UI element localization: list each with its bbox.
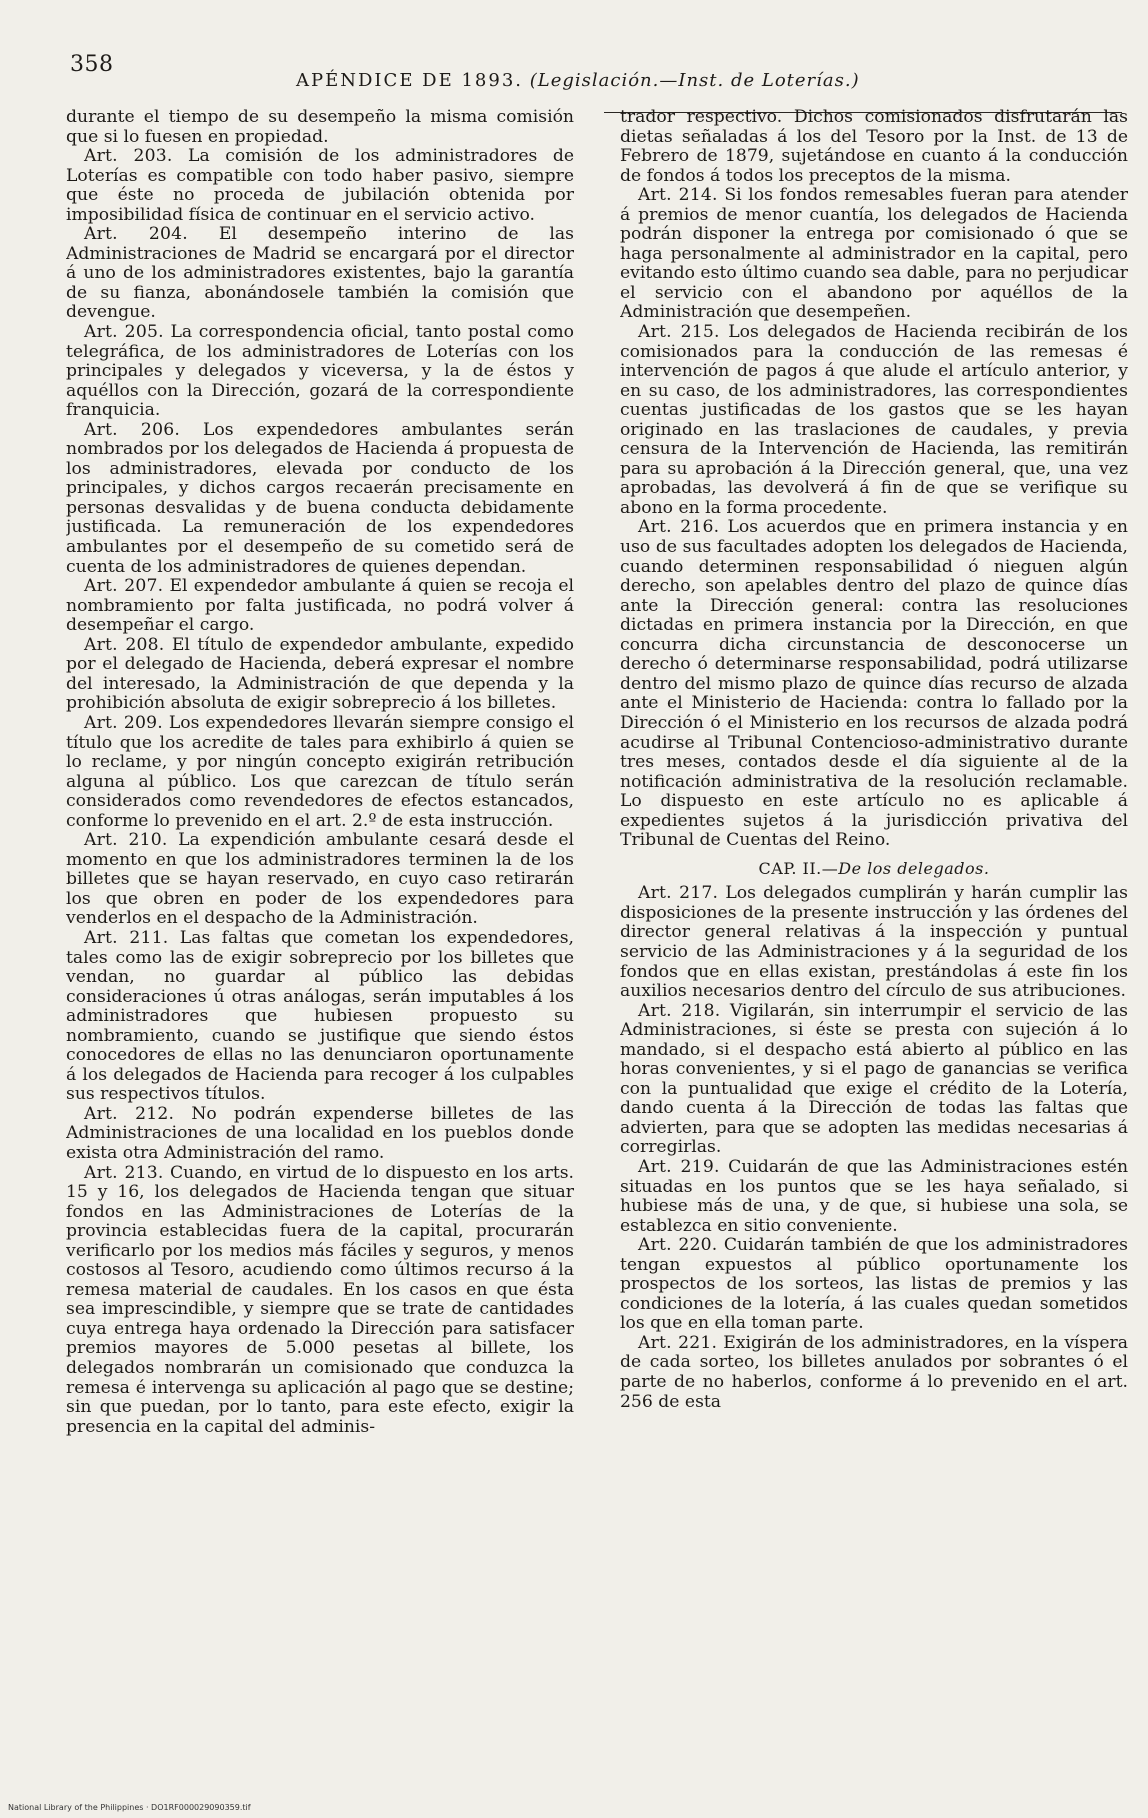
article-paragraph [66, 1105, 574, 1164]
right-column-bottom [620, 884, 1128, 1412]
article-text: Vigilarán, sin interrumpir el servicio de las Administraciones, si éste se presta con sujeción á lo mandado, si el despacho está abierto al público en las horas convenientes, y si el pago de ganancias se verifica con la puntualidad que exige el crédito de la Lotería, dando cuenta á la Dirección de todas las faltas que advierten, para que se adopten las medidas necesarias á corregirlas. [620, 1000, 1128, 1158]
page-number: 358 [70, 52, 114, 77]
article-text: Los delegados de Hacienda recibirán de los comisionados para la conducción de las remesas é intervención de pagos á que alude el artículo anterior, y en su caso, de los administradores, las correspondientes cuentas justificadas de los gastos que se les hayan originado en las traslaciones de caudales, y previa censura de la Intervención de Hacienda, las remitirán para su aprobación á la Dirección general, que, una vez aprobadas, las devolverá á fin de que se verifique su abono en la forma procedente. [620, 322, 1128, 518]
article-text: El título de expendedor ambulante, expedido por el delegado de Hacienda, deberá expresar el nombre del interesado, la Administración de que dependa y la prohibición absoluta de exigir sobreprecio á los billetes. [66, 634, 574, 714]
article-paragraph [620, 518, 1128, 850]
article-number: Art. 205. [84, 322, 164, 343]
article-paragraph [66, 1164, 574, 1438]
running-head-section: (Legislación.—Inst. de Loterías.) [529, 70, 860, 91]
running-head [296, 70, 860, 91]
article-number: Art. 208. [84, 634, 165, 655]
article-number: Art. 212. [84, 1103, 175, 1124]
left-column [66, 108, 574, 1758]
article-number: Art. 215. [638, 322, 720, 343]
article-paragraph [620, 1158, 1128, 1236]
article-number: Art. 217. [638, 883, 719, 904]
article-text: No podrán expenderse billetes de las Administraciones de una localidad en los pueblos donde exista otra Administración del ramo. [66, 1103, 574, 1163]
article-number: Art. 204. [84, 224, 188, 245]
article-number: Art. 213. [84, 1162, 164, 1183]
article-paragraph [66, 577, 574, 636]
article-paragraph [620, 1002, 1128, 1158]
article-text: Los acuerdos que en primera instancia y en uso de sus facultades adopten los delegados de Hacienda, cuando determinen responsabilidad ó nieguen algún derecho, son apelables dentro del plazo de quince días ante la Dirección general: contra las resoluciones dictadas en primera instancia por la Dirección, en que concurra dicha circunstancia de desconocerse un derecho ó determinarse responsabilidad, podrá utilizarse dentro del mismo plazo de quince días recurso de alzada ante el Ministerio de Hacienda: contra lo fallado por la Dirección ó el Ministerio en los recursos de alzada podrá acudirse al Tribunal Contencioso-administrativo durante tres meses, contados desde el día siguiente al de la notificación administrativa de la resolución reclamable. Lo dispuesto en este artículo no es aplicable á expedientes sujetos á la jurisdicción privativa del Tribunal de Cuentas del Reino. [620, 517, 1128, 851]
article-paragraph [66, 225, 574, 323]
article-paragraph [620, 884, 1128, 1001]
chapter-heading [620, 859, 1128, 879]
article-text: El desempeño interino de las Administraciones de Madrid se encargará por el director á uno de los administradores existentes, bajo la garantía de su fianza, abonándosele también la comisión que devengue. [66, 224, 574, 323]
article-text: Cuidarán de que las Administraciones estén situadas en los puntos que se les haya señalado, si hubiese más de una, y de que, si hubiese una sola, se establezca en sitio conveniente. [620, 1156, 1128, 1236]
right-column [620, 108, 1128, 1758]
chapter-label: CAP. II.— [758, 858, 839, 878]
right-column-top [620, 108, 1128, 851]
article-paragraph [66, 636, 574, 714]
article-text: Exigirán de los administradores, en la víspera de cada sorteo, los billetes anulados por sobrantes ó el parte de no haberlos, conforme á lo prevenido en el art. 256 de esta [620, 1332, 1128, 1412]
article-text: Los expendedores ambulantes serán nombrados por los delegados de Hacienda á propuesta de los administradores, elevada por conducto de los principales, y dichos cargos recaerán precisamente en personas desvalidas y de buena conducta debidamente justificada. La remuneración de los expendedores ambulantes por el desempeño de su cometido será de cuenta de los administradores de quienes dependan. [66, 419, 574, 577]
article-paragraph [620, 1236, 1128, 1334]
article-paragraph [620, 186, 1128, 323]
article-paragraph [66, 929, 574, 1105]
article-text: Los delegados cumplirán y harán cumplir las disposiciones de la presente instrucción y las órdenes del director general relativas á la inspección y puntual servicio de las Administraciones y á la seguridad de los fondos que en ellas existan, prestándolas á este fin los auxilios necesarios dentro del círculo de sus atribuciones. [620, 883, 1128, 1002]
article-text: La comisión de los administradores de Loterías es compatible con todo haber pasivo, siempre que éste no proceda de jubilación obtenida por imposibilidad física de continuar en el servicio activo. [66, 146, 574, 225]
article-paragraph [620, 323, 1128, 518]
chapter-title: De los delegados. [838, 858, 990, 878]
article-text: trador respectivo. Dichos comisionados disfrutarán las dietas señaladas á los del Tesoro por la Inst. de 13 de Febrero de 1879, sujetándose en cuanto á la conducción de fondos á todos los preceptos de la misma. [620, 108, 1128, 186]
article-paragraph [66, 147, 574, 225]
article-number: Art. 203. [84, 146, 173, 167]
article-paragraph [66, 714, 574, 831]
article-number: Art. 220. [638, 1235, 718, 1256]
article-number: Art. 207. [84, 576, 164, 597]
running-head-prefix: APÉNDICE DE 1893. [296, 70, 523, 91]
article-number: Art. 211. [84, 927, 169, 948]
article-number: Art. 209. [84, 712, 163, 733]
scan-credit: National Library of the Philippines · DO1RF000029090359.tif [8, 1803, 251, 1812]
article-paragraph [66, 831, 574, 929]
article-number: Art. 210. [84, 830, 168, 851]
article-text: El expendedor ambulante á quien se recoja el nombramiento por falta justificada, no podrá volver á desempeñar el cargo. [66, 576, 574, 636]
article-number: Art. 219. [638, 1156, 720, 1177]
article-number: Art. 218. [638, 1000, 721, 1021]
article-text: Cuando, en virtud de lo dispuesto en los arts. 15 y 16, los delegados de Hacienda tengan que situar fondos en las Administraciones de Loterías de la provincia establecidas fuera de la capital, procurarán verificarlo por los medios más fáciles y seguros, y menos costosos al Tesoro, acudiendo como últimos recurso á la remesa material de caudales. En los casos en que ésta sea imprescindible, y siempre que se trate de cantidades cuya entrega haya ordenado la Dirección para satisfacer premios mayores de 5.000 pesetas al billete, los delegados nombrarán un comisionado que conduzca la remesa é intervenga su aplicación al pago que se destine; sin que puedan, por lo tanto, para este efecto, exigir la presencia en la capital del adminis- [66, 1162, 574, 1437]
article-number: Art. 214. [638, 185, 718, 206]
article-number: Art. 221. [638, 1332, 718, 1353]
article-number: Art. 206. [84, 419, 180, 440]
article-text: La correspondencia oficial, tanto postal como telegráfica, de los administradores de Loterías con los principales y delegados y viceversa, y la de éstos y aquéllos con la Dirección, gozará de la correspondiente franquicia. [66, 322, 574, 421]
article-paragraph [66, 421, 574, 577]
article-paragraph [66, 323, 574, 421]
article-text: durante el tiempo de su desempeño la misma comisión que si lo fuesen en propiedad. [66, 108, 574, 147]
article-paragraph [620, 1334, 1128, 1412]
article-text: Si los fondos remesables fueran para atender á premios de menor cuantía, los delegados de Hacienda podrán disponer la entrega por comisionado ó que se haga personalmente al administrador en la capital, pero evitando esto último cuando sea dable, para no perjudicar el servicio con el abandono por aquéllos de la Administración que desempeñen. [620, 185, 1128, 323]
continued-paragraph [66, 108, 574, 147]
article-text: La expendición ambulante cesará desde el momento en que los administradores terminen la de los billetes que se hayan reservado, en cuyo caso retirarán los que obren en poder de los expendedores para venderlos en el despacho de la Administración. [66, 830, 574, 929]
article-number: Art. 216. [638, 517, 720, 538]
article-text: Cuidarán también de que los administradores tengan expuestos al público oportunamente los prospectos de los sorteos, las listas de premios y las condiciones de la lotería, á las cuales quedan sometidos los que en ella toman parte. [620, 1235, 1128, 1334]
continued-paragraph [620, 108, 1128, 186]
article-text: Las faltas que cometan los expendedores, tales como las de exigir sobreprecio por los billetes que vendan, no guardar al público las debidas consideraciones ú otras análogas, serán imputables á los administradores que hubiesen propuesto su nombramiento, cuando se justifique que siendo éstos conocedores de ellas no las denunciaron oportunamente á los delegados de Hacienda para recoger á los culpables sus respectivos títulos. [66, 927, 574, 1105]
article-text: Los expendedores llevarán siempre consigo el título que los acredite de tales para exhibirlo á quien se lo reclame, y por ningún concepto exigirán retribución alguna al público. Los que carezcan de título serán considerados como revendedores de efectos estancados, conforme lo prevenido en el art. 2.º de esta instrucción. [66, 712, 574, 831]
